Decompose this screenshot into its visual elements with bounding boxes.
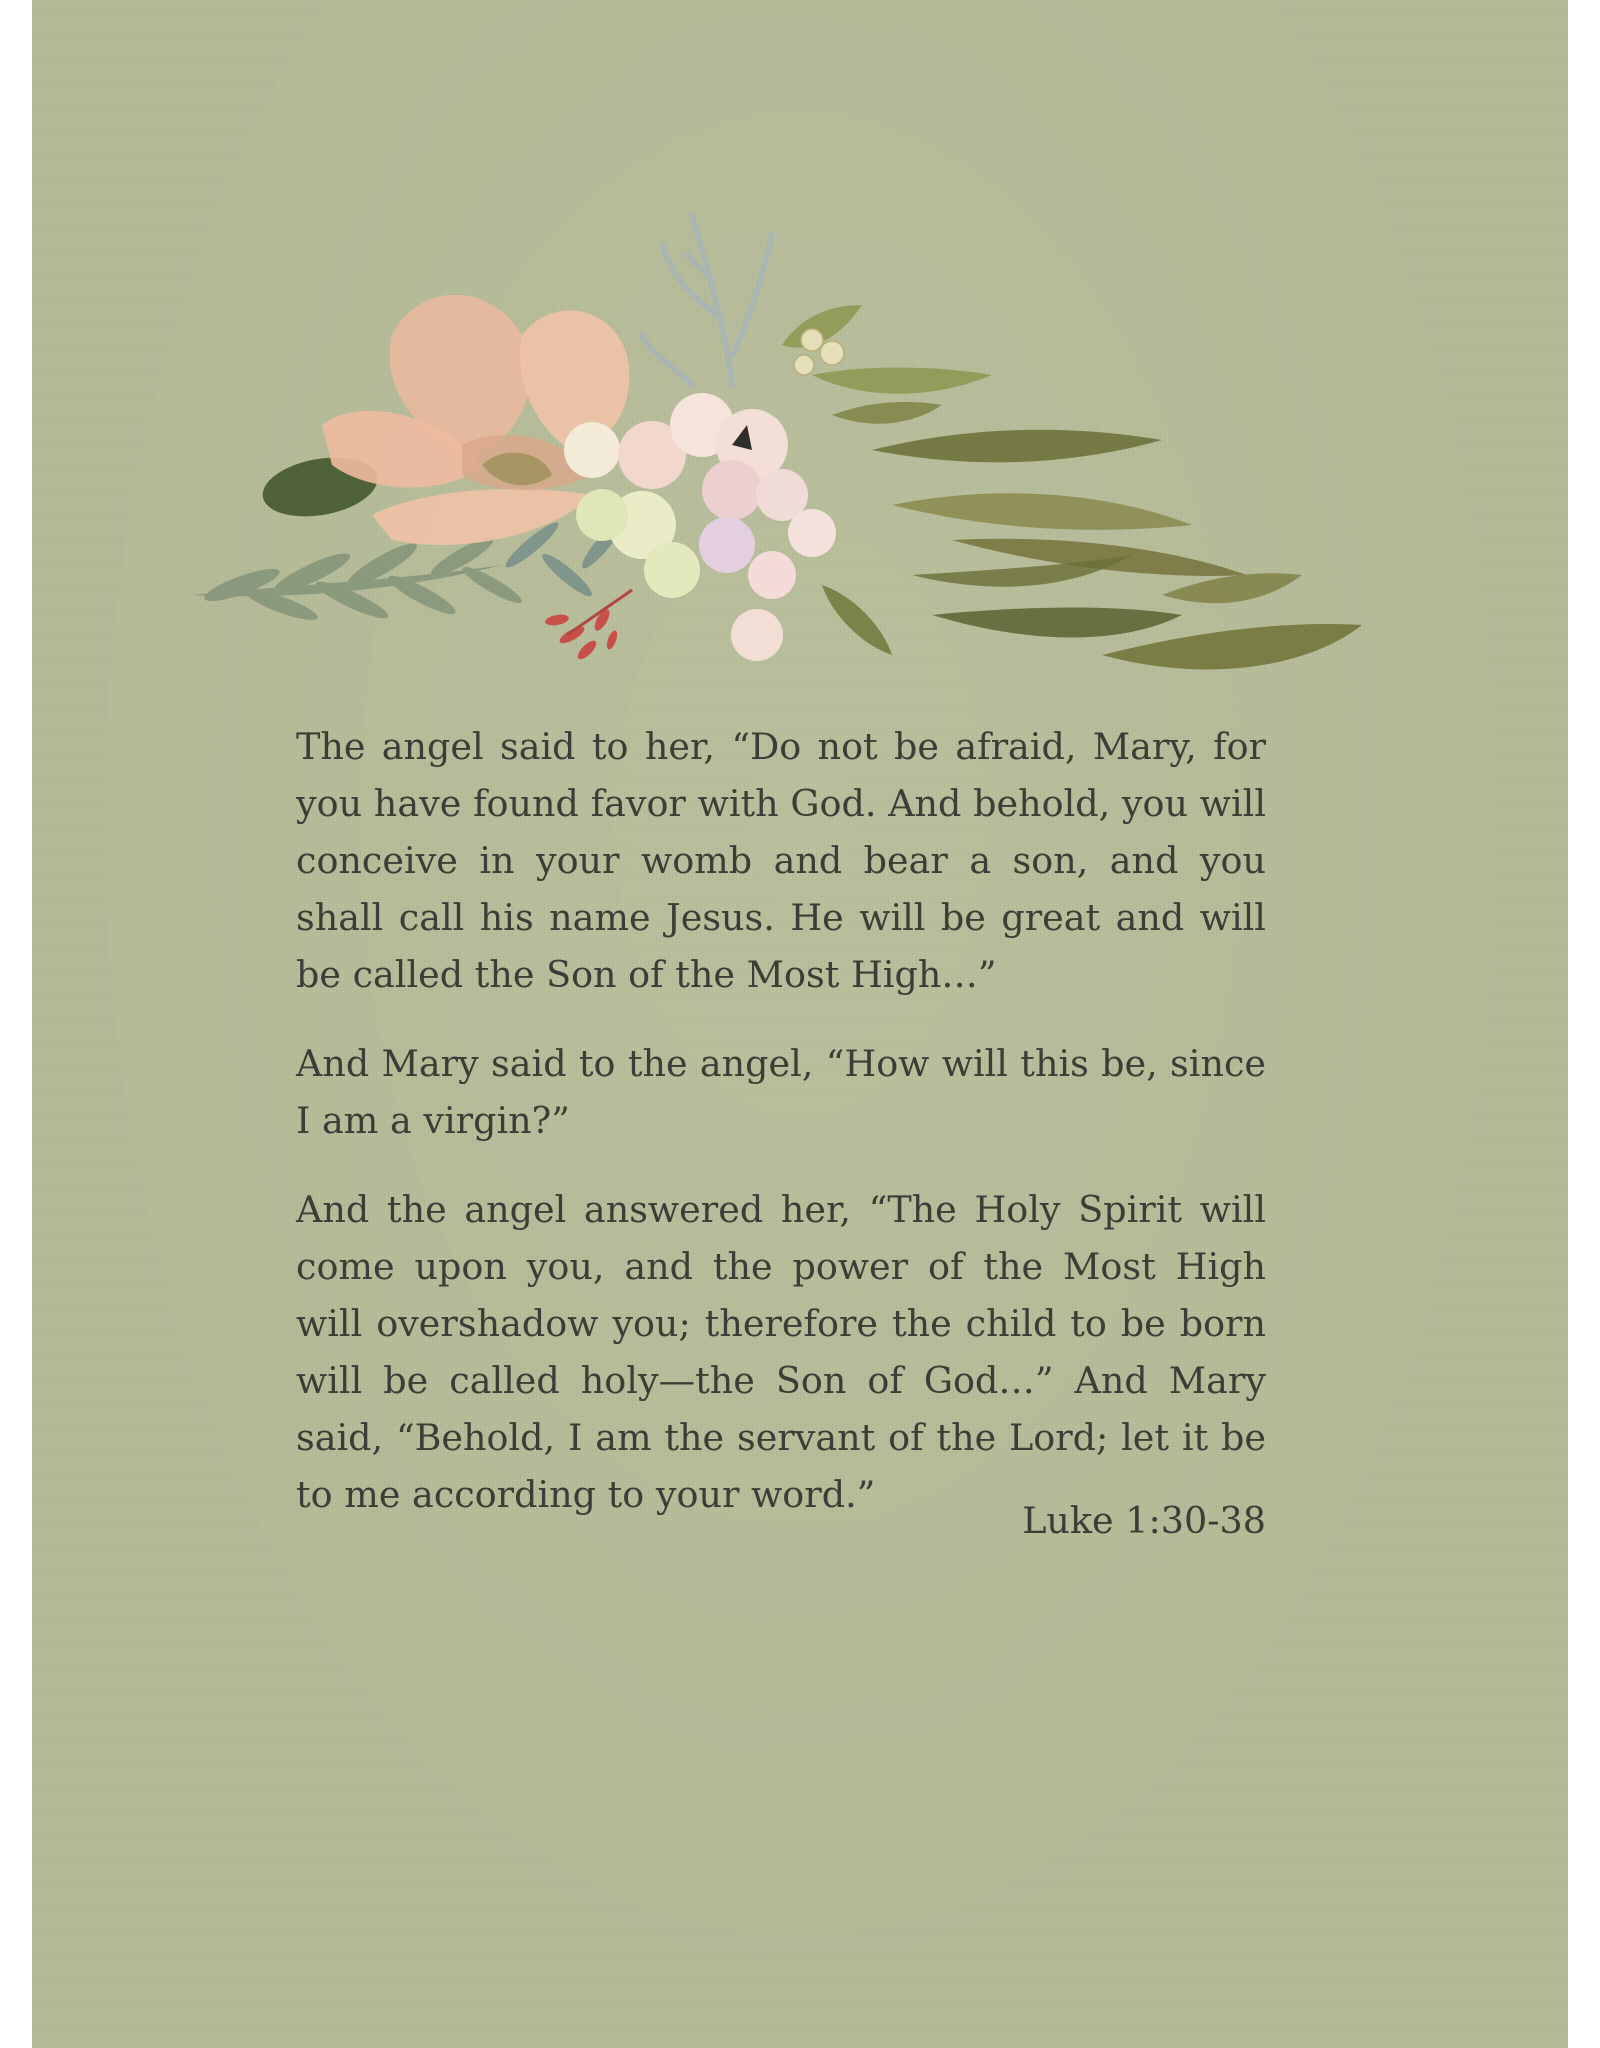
red-sprig xyxy=(544,590,632,662)
verse-paragraph-1: The angel said to her, “Do not be afraid, Mary, for you have found favor with God. And behold, you will conceive in your womb and bear a son, and you shall call his name Jesus. He will be great and will be called the Son of the Most High…” xyxy=(296,725,1266,996)
page xyxy=(32,0,1568,2048)
verse-paragraph-2: And Mary said to the angel, “How will this be, since I am a virgin?” xyxy=(296,1042,1266,1142)
olive-leaves xyxy=(782,305,1362,669)
scripture-citation: Luke 1:30-38 xyxy=(1022,1499,1266,1542)
verse-paragraph-3: And the angel answered her, “The Holy Spirit will come upon you, and the power of the Most High will overshadow you; therefore the child to be born will be called holy—the Son of God…” And Mary said, “Behold, I am the servant of the Lord; let it be to me according to your word.” xyxy=(296,1188,1266,1516)
scripture-text xyxy=(296,718,1266,1555)
berries xyxy=(794,329,844,375)
twig-branch xyxy=(642,215,772,385)
floral-illustration xyxy=(172,195,1422,685)
